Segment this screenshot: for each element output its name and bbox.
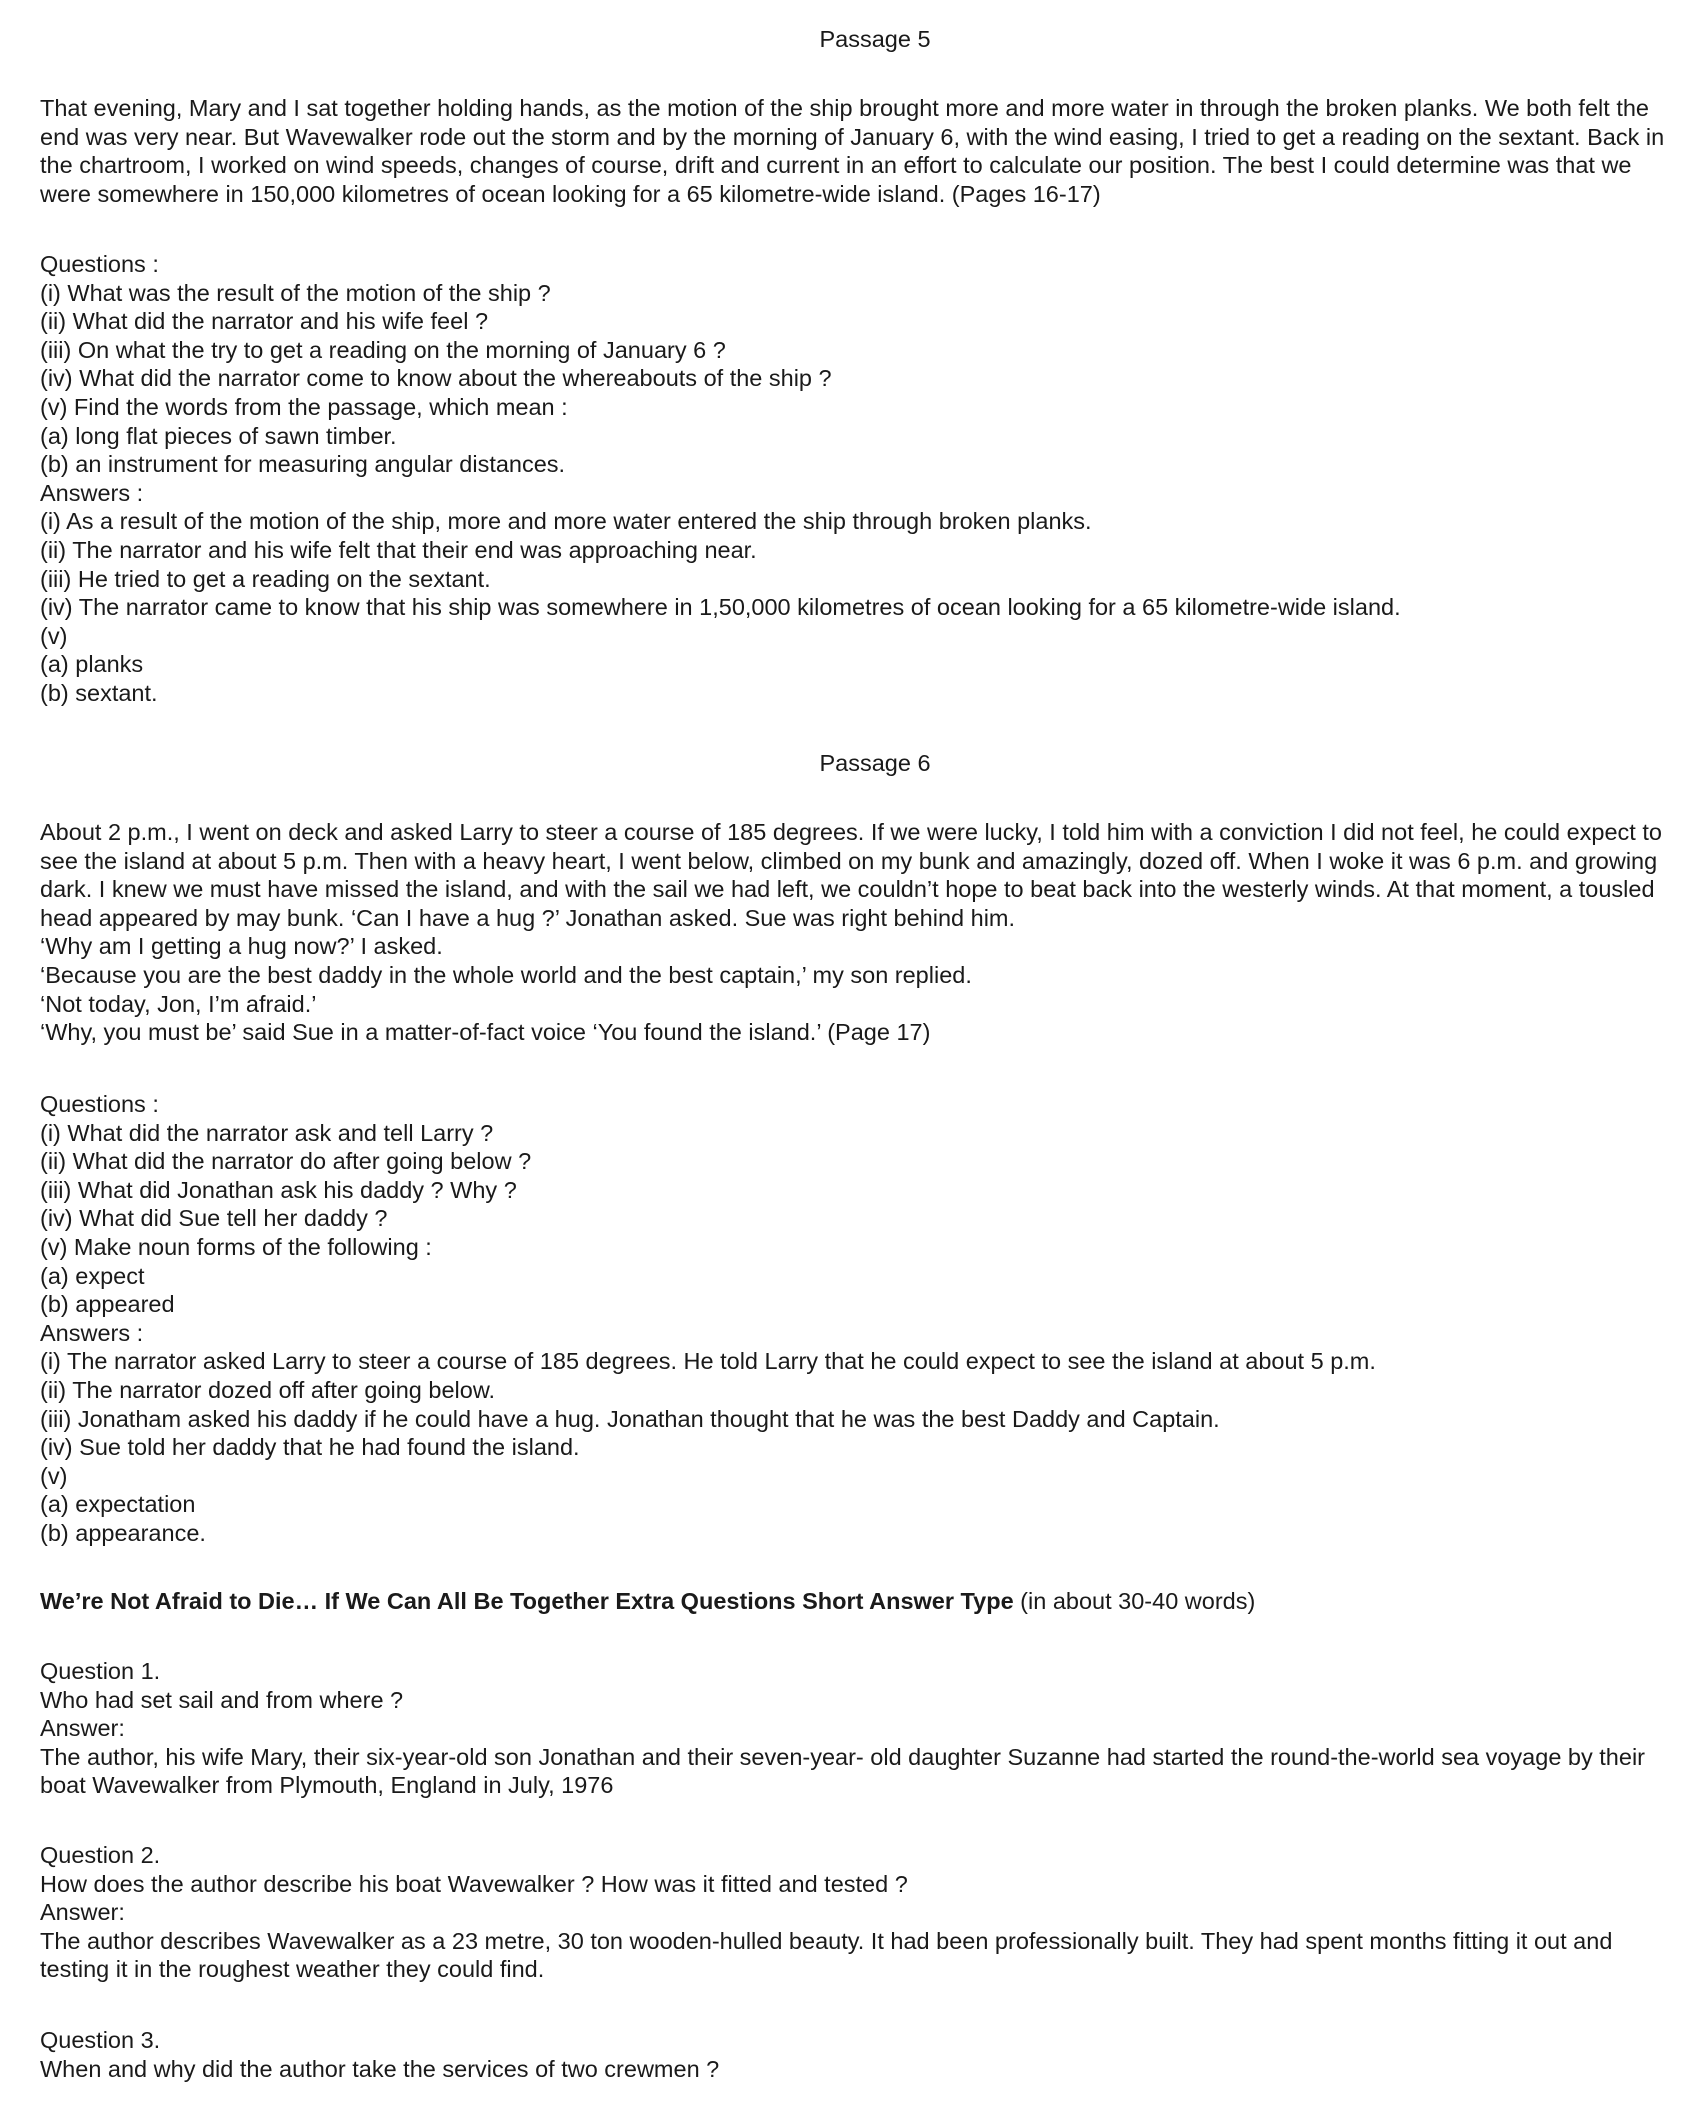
- qa-line: (v): [40, 622, 68, 649]
- answer-text: The author describes Wavewalker as a 23 metre, 30 ton wooden-hulled beauty. It had been professionally built. They had spent months fitting it out and testing it in the roughest weather they could find.: [40, 1927, 1613, 1983]
- qa-line: (iv) What did Sue tell her daddy ?: [40, 1205, 388, 1232]
- qa-line: (iii) He tried to get a reading on the sextant.: [40, 565, 491, 592]
- qa-line: (v): [40, 1462, 68, 1489]
- qa-line: (iii) On what the try to get a reading on the morning of January 6 ?: [40, 336, 726, 363]
- passage-5-questions-answers: [40, 250, 1665, 708]
- qa-line: Answers :: [40, 1319, 144, 1346]
- qa-line: Answers :: [40, 479, 144, 506]
- qa-item-2: [40, 1841, 1665, 1984]
- qa-line: (b) an instrument for measuring angular distances.: [40, 451, 566, 478]
- qa-line: (ii) The narrator dozed off after going below.: [40, 1376, 496, 1403]
- qa-line: (a) planks: [40, 651, 144, 678]
- qa-line: (i) As a result of the motion of the ship, more and more water entered the ship through broken planks.: [40, 508, 1092, 535]
- qa-line: (i) What did the narrator ask and tell Larry ?: [40, 1119, 494, 1146]
- qa-line: (ii) What did the narrator and his wife feel ?: [40, 308, 489, 335]
- qa-line: (i) What was the result of the motion of the ship ?: [40, 279, 551, 306]
- qa-item-3: [40, 2026, 1665, 2083]
- question-label: Question 1.: [40, 1658, 161, 1684]
- qa-line: (i) The narrator asked Larry to steer a course of 185 degrees. He told Larry that he could expect to see the island at about 5 p.m.: [40, 1348, 1376, 1375]
- section-heading-note: (in about 30-40 words): [1013, 1588, 1256, 1614]
- qa-line: (iii) What did Jonathan ask his daddy ? Why ?: [40, 1176, 517, 1203]
- qa-line: (iii) Jonatham asked his daddy if he could have a hug. Jonathan thought that he was the best Daddy and Captain.: [40, 1405, 1220, 1432]
- answer-label: Answer:: [40, 1899, 125, 1926]
- qa-line: (a) expect: [40, 1262, 145, 1289]
- qa-line: (iv) The narrator came to know that his ship was somewhere in 1,50,000 kilometres of ocean looking for a 65 kilometre-wide island.: [40, 594, 1401, 621]
- qa-line: (ii) What did the narrator do after going below ?: [40, 1148, 532, 1175]
- passage-5-title: Passage 5: [819, 26, 931, 52]
- qa-line: (b) appeared: [40, 1291, 175, 1318]
- qa-line: (iv) Sue told her daddy that he had found the island.: [40, 1434, 580, 1461]
- qa-line: Questions :: [40, 251, 159, 277]
- question-text: How does the author describe his boat Wavewalker ? How was it fitted and tested ?: [40, 1870, 908, 1897]
- qa-item-1: [40, 1657, 1665, 1800]
- dialogue-line: ‘Why am I getting a hug now?’ I asked.: [40, 933, 443, 960]
- qa-line: (ii) The narrator and his wife felt that their end was approaching near.: [40, 536, 757, 563]
- qa-line: (b) sextant.: [40, 679, 158, 706]
- qa-line: (v) Make noun forms of the following :: [40, 1233, 432, 1260]
- qa-line: (a) expectation: [40, 1491, 196, 1518]
- qa-line: Questions :: [40, 1091, 159, 1117]
- question-label: Question 3.: [40, 2027, 161, 2053]
- dialogue-line: ‘Why, you must be’ said Sue in a matter-of-fact voice ‘You found the island.’ (Page 17): [40, 1019, 931, 1046]
- answer-label: Answer:: [40, 1715, 125, 1742]
- question-text: Who had set sail and from where ?: [40, 1686, 404, 1713]
- question-label: Question 2.: [40, 1842, 161, 1868]
- qa-line: (v) Find the words from the passage, which mean :: [40, 393, 568, 420]
- answer-text: The author, his wife Mary, their six-year-old son Jonathan and their seven-year- old daughter Suzanne had started the round-the-world sea voyage by their boat Wavewalker from Plymouth, England in July, 1976: [40, 1743, 1645, 1799]
- qa-line: (a) long flat pieces of sawn timber.: [40, 422, 397, 449]
- passage-6-paragraph: About 2 p.m., I went on deck and asked Larry to steer a course of 185 degrees. If we were lucky, I told him with a conviction I did not feel, he could expect to see the island at about 5 p.m. Then with a heavy heart, I went below, climbed on my bunk and amazingly, dozed off. When I woke it was 6 p.m. and growing dark. I knew we must have missed the island, and with the sail we had left, we couldn’t hope to beat back into the westerly winds. At that moment, a tousled head appeared by may bunk. ‘Can I have a hug ?’ Jonathan asked. Sue was right behind him.: [40, 819, 1662, 931]
- question-text: When and why did the author take the services of two crewmen ?: [40, 2055, 720, 2082]
- passage-6-text: [40, 818, 1665, 1047]
- qa-line: (b) appearance.: [40, 1519, 206, 1546]
- section-heading-bold: We’re Not Afraid to Die… If We Can All Be Together Extra Questions Short Answer Type: [40, 1588, 1014, 1614]
- dialogue-line: ‘Because you are the best daddy in the whole world and the best captain,’ my son replied.: [40, 961, 972, 988]
- passage-6-title: Passage 6: [819, 750, 931, 776]
- passage-6-questions-answers: [40, 1090, 1665, 1548]
- section-heading: [40, 1587, 1665, 1616]
- dialogue-line: ‘Not today, Jon, I’m afraid.’: [40, 990, 317, 1017]
- qa-line: (iv) What did the narrator come to know about the whereabouts of the ship ?: [40, 365, 832, 392]
- passage-5-text: That evening, Mary and I sat together holding hands, as the motion of the ship brought more and more water in through the broken planks. We both felt the end was very near. But Wavewalker rode out the storm and by the morning of January 6, with the wind easing, I tried to get a reading on the sextant. Back in the chartroom, I worked on wind speeds, changes of course, drift and current in an effort to calculate our position. The best I could determine was that we were somewhere in 150,000 kilometres of ocean looking for a 65 kilometre-wide island. (Pages 16-17): [40, 95, 1665, 207]
